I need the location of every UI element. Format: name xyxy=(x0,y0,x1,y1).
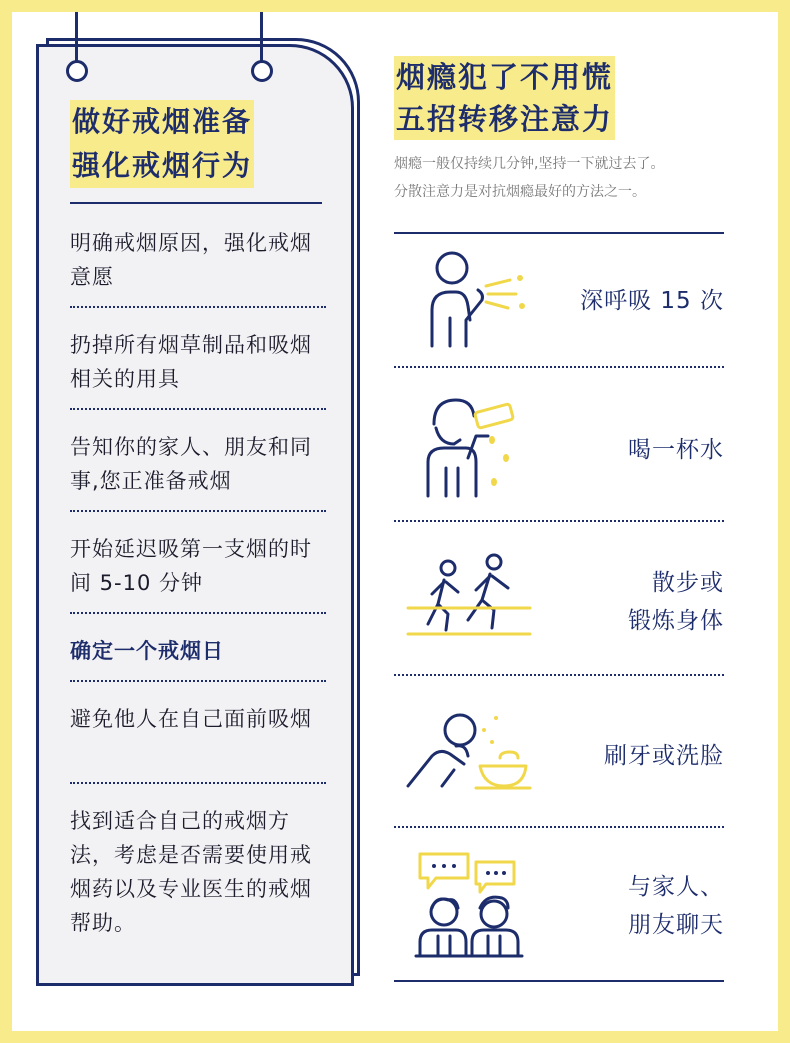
tip-label-water: 喝一杯水 xyxy=(628,437,724,463)
right-title xyxy=(394,56,615,140)
drink-water-icon xyxy=(416,388,526,498)
tips-divider xyxy=(394,826,724,828)
wash-face-icon xyxy=(404,708,534,792)
deep-breath-icon xyxy=(410,248,530,348)
card-divider xyxy=(70,202,322,204)
list-item: 避免他人在自己面前吸烟 xyxy=(70,698,326,784)
tips-divider xyxy=(394,366,724,368)
tips-divider xyxy=(394,674,724,676)
hanger-line-right xyxy=(260,12,263,64)
list-item: 告知你的家人、朋友和同事,您正准备戒烟 xyxy=(70,426,326,512)
chat-icon xyxy=(414,848,530,960)
tip-label-walk-line2: 锻炼身体 xyxy=(628,608,724,634)
right-title-line1: 烟瘾犯了不用慌 xyxy=(394,56,615,98)
card-title-line2: 强化戒烟行为 xyxy=(70,144,254,188)
ring-right-icon xyxy=(251,60,273,82)
right-subtitle xyxy=(394,150,734,206)
tip-label-wash: 刷牙或洗脸 xyxy=(604,743,724,769)
tip-label-walk-line1: 散步或 xyxy=(652,570,724,596)
walking-icon xyxy=(404,548,534,648)
list-item: 扔掉所有烟草制品和吸烟相关的用具 xyxy=(70,324,326,410)
card-title-line1: 做好戒烟准备 xyxy=(70,100,254,144)
hanger-line-left xyxy=(75,12,78,64)
subtitle-line1: 烟瘾一般仅持续几分钟,坚持一下就过去了。 xyxy=(394,156,665,172)
list-item: 找到适合自己的戒烟方法，考虑是否需要使用戒烟药以及专业医生的戒烟帮助。 xyxy=(70,809,312,935)
tip-label-chat-line2: 朋友聊天 xyxy=(628,912,724,938)
tips-top-rule xyxy=(394,232,724,234)
card-title xyxy=(70,100,254,188)
tip-label-chat xyxy=(628,868,724,944)
prep-steps-list xyxy=(70,222,326,966)
list-item: 开始延迟吸第一支烟的时间 5-10 分钟 xyxy=(70,528,326,614)
tips-bottom-rule xyxy=(394,980,724,982)
tips-divider xyxy=(394,520,724,522)
tip-label-chat-line1: 与家人、 xyxy=(628,874,724,900)
list-item: 明确戒烟原因，强化戒烟意愿 xyxy=(70,222,326,308)
ring-left-icon xyxy=(66,60,88,82)
tip-label-breath: 深呼吸 15 次 xyxy=(580,288,724,314)
subtitle-line2: 分散注意力是对抗烟瘾最好的方法之一。 xyxy=(394,184,646,200)
tip-label-walk xyxy=(628,564,724,640)
right-title-line2: 五招转移注意力 xyxy=(394,98,615,140)
list-item-highlight: 确定一个戒烟日 xyxy=(70,630,326,682)
